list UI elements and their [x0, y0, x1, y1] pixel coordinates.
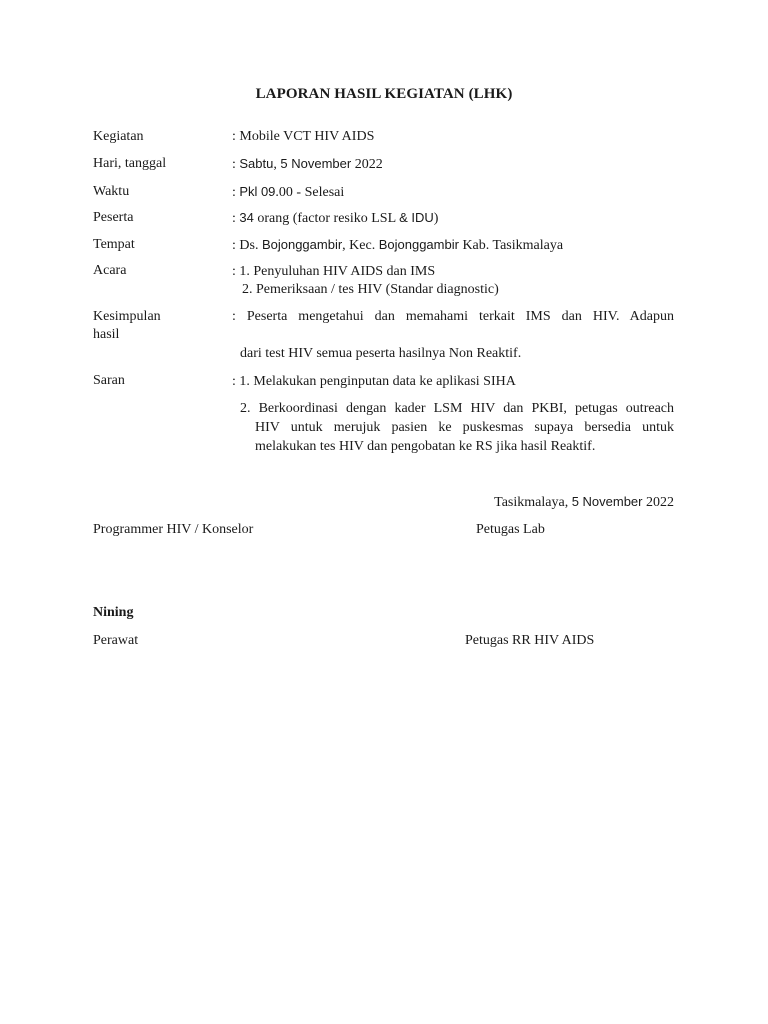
signature-left-role: Programmer HIV / Konselor	[93, 522, 254, 537]
saran-item-2-line-3: melakukan tes HIV dan pengobatan ke RS jika hasil Reaktif.	[255, 439, 596, 454]
label-peserta: Peserta	[93, 210, 134, 225]
hari-day: Sabtu	[239, 156, 274, 171]
hari-prefix: :	[232, 157, 240, 172]
hari-date: 5 November	[280, 156, 352, 171]
label-kesimpulan: Kesimpulan	[93, 309, 161, 324]
kesimpulan-line-1: : Peserta mengetahui dan memahami terkait IMS dan HIV. Adapun	[232, 309, 674, 324]
label-waktu: Waktu	[93, 184, 130, 199]
tempat-desa: Bojonggambir	[261, 237, 343, 252]
signature-left-name: Nining	[93, 605, 134, 620]
peserta-mid: orang (factor resiko LSL	[253, 211, 400, 226]
label-hari-tanggal: Hari, tanggal	[93, 156, 167, 171]
signature-year: 2022	[642, 495, 674, 510]
peserta-idu: & IDU	[399, 210, 434, 225]
acara-item-2: 2. Pemeriksaan / tes HIV (Standar diagnostic)	[242, 282, 499, 297]
acara-item-1: : 1. Penyuluhan HIV AIDS dan IMS	[232, 264, 436, 279]
waktu-hour: 09	[260, 184, 276, 199]
saran-item-2-line-1: 2. Berkoordinasi dengan kader LSM HIV dan PKBI, petugas outreach	[240, 401, 674, 416]
value-kegiatan: : Mobile VCT HIV AIDS	[232, 129, 375, 144]
signature-right-role: Petugas Lab	[476, 522, 545, 537]
hari-year: 2022	[351, 157, 383, 172]
tempat-prefix: : Ds.	[232, 238, 262, 253]
signature-date: 5 November	[571, 494, 643, 509]
document-title: LAPORAN HASIL KEGIATAN (LHK)	[255, 86, 513, 102]
signature-bottom-left-role: Perawat	[93, 633, 139, 648]
waktu-prefix: :	[232, 185, 240, 200]
value-hari-tanggal	[232, 155, 674, 174]
tempat-mid: , Kec.	[342, 238, 379, 253]
signature-place-date	[494, 493, 674, 512]
value-waktu	[232, 183, 674, 202]
signature-place: Tasikmalaya,	[494, 495, 572, 510]
value-peserta	[232, 209, 674, 228]
value-tempat	[232, 236, 674, 255]
peserta-prefix: :	[232, 211, 240, 226]
label-saran: Saran	[93, 373, 125, 388]
peserta-count: 34	[239, 210, 254, 225]
waktu-pkl: Pkl	[239, 184, 258, 199]
kesimpulan-line-2: dari test HIV semua peserta hasilnya Non Reaktif.	[240, 346, 522, 361]
label-acara: Acara	[93, 263, 127, 278]
signature-bottom-right-role: Petugas RR HIV AIDS	[465, 633, 595, 648]
label-kegiatan: Kegiatan	[93, 129, 144, 144]
saran-item-1: : 1. Melakukan penginputan data ke aplikasi SIHA	[232, 374, 516, 389]
label-kesimpulan-hasil: hasil	[93, 327, 120, 342]
tempat-end: Kab. Tasikmalaya	[458, 238, 564, 253]
saran-item-2-line-2: HIV untuk merujuk pasien ke puskesmas supaya bersedia untuk	[255, 420, 674, 435]
peserta-end: )	[433, 211, 439, 226]
waktu-rest: .00 - Selesai	[275, 185, 345, 200]
hari-sep: ,	[273, 157, 281, 172]
label-tempat: Tempat	[93, 237, 135, 252]
tempat-kec: Bojonggambir	[378, 237, 459, 252]
